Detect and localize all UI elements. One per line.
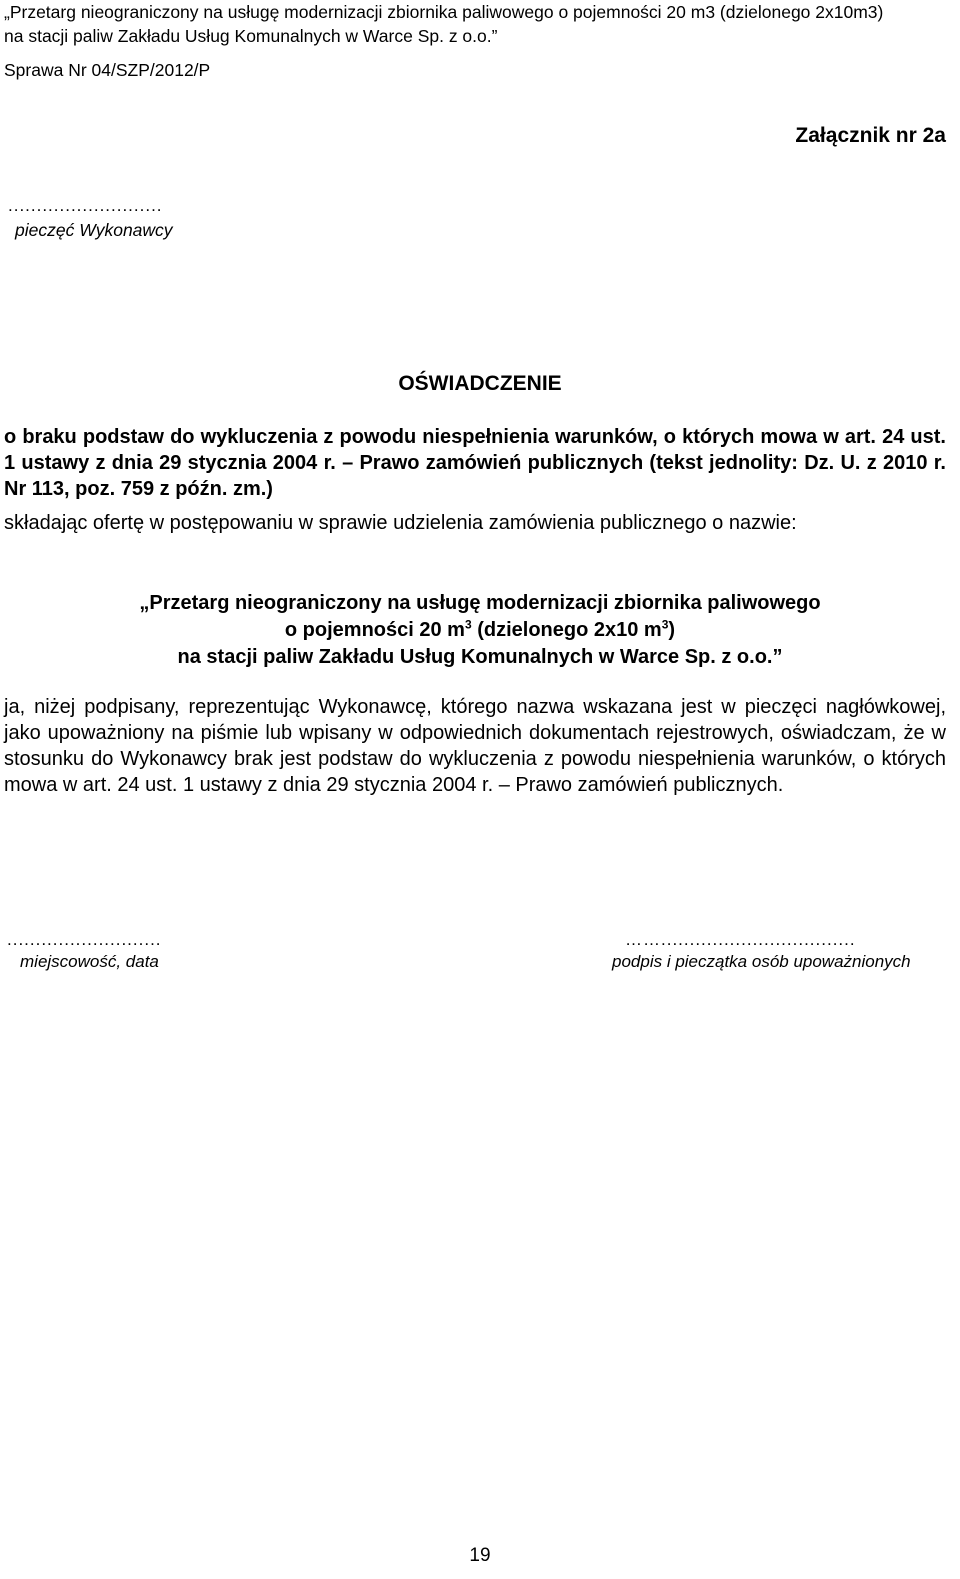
statement-subject-part2: Prawo zamówień publicznych (tekst jednolity: Dz. U. z 2010 r. Nr 113, poz. 759 z późn. zm.) xyxy=(4,452,946,500)
superscript-3: 3 xyxy=(661,617,669,632)
offer-intro-text: składając ofertę w postępowaniu w sprawie udzielenia zamówienia publicznego o nazwie: xyxy=(4,512,797,534)
tender-capacity-text: o pojemności 20 m xyxy=(284,619,465,641)
tender-name-line1: „Przetarg nieograniczony na usługę modernizacji zbiornika paliwowego xyxy=(139,592,821,614)
document-title: OŚWIADCZENIE xyxy=(398,372,562,395)
page-number: 19 xyxy=(469,1545,491,1566)
statement-subject xyxy=(4,424,946,502)
closing-paren: ) xyxy=(668,619,676,641)
statement-subject-dash: – xyxy=(335,452,360,474)
case-number: Sprawa Nr 04/SZP/2012/P xyxy=(4,60,211,80)
stamp-caption: pieczęć Wykonawcy xyxy=(15,220,173,240)
stamp-dots: ........................... xyxy=(8,196,163,215)
signature-label: podpis i pieczątka osób upoważnionych xyxy=(612,952,911,971)
statement-subject-part1: o braku podstaw do wykluczenia z powodu niespełnienia warunków, o których mowa w art. 24 ust. 1 ustawy z dnia 29 stycznia 2004 r. xyxy=(4,426,946,474)
tender-split-text: (dzielonego 2x10 m xyxy=(471,619,662,641)
place-date-dots: ........................... xyxy=(7,930,162,949)
annex-label: Załącznik nr 2a xyxy=(795,124,946,147)
tender-name-line2 xyxy=(0,617,960,644)
header-tender-title-line1: „Przetarg nieograniczony na usługę modernizacji zbiornika paliwowego o pojemności 20 m3 (dzielonego 2x10m3) xyxy=(4,2,884,22)
place-date-label: miejscowość, data xyxy=(20,952,159,971)
declaration-text: ja, niżej podpisany, reprezentując Wykonawcę, którego nazwa wskazana jest w pieczęci nagłówkowej, jako upoważniony na piśmie lub wpisany w odpowiednich dokumentach rejestrowych, oświadczam, że w stosunku do Wykonawcy brak jest podstaw do wykluczenia z powodu niespełnienia warunków, o których mowa w art. 24 ust. 1 ustawy z dnia 29 stycznia 2004 r. – Prawo zamówień publicznych. xyxy=(4,696,946,796)
signature-dots: …….................................. xyxy=(625,930,856,949)
tender-name-block xyxy=(0,590,960,671)
header-tender-title-line2: na stacji paliw Zakładu Usług Komunalnych w Warce Sp. z o.o.” xyxy=(4,26,498,46)
superscript-3: 3 xyxy=(464,617,472,632)
tender-name-line3: na stacji paliw Zakładu Usług Komunalnych w Warce Sp. z o.o.” xyxy=(177,646,783,668)
